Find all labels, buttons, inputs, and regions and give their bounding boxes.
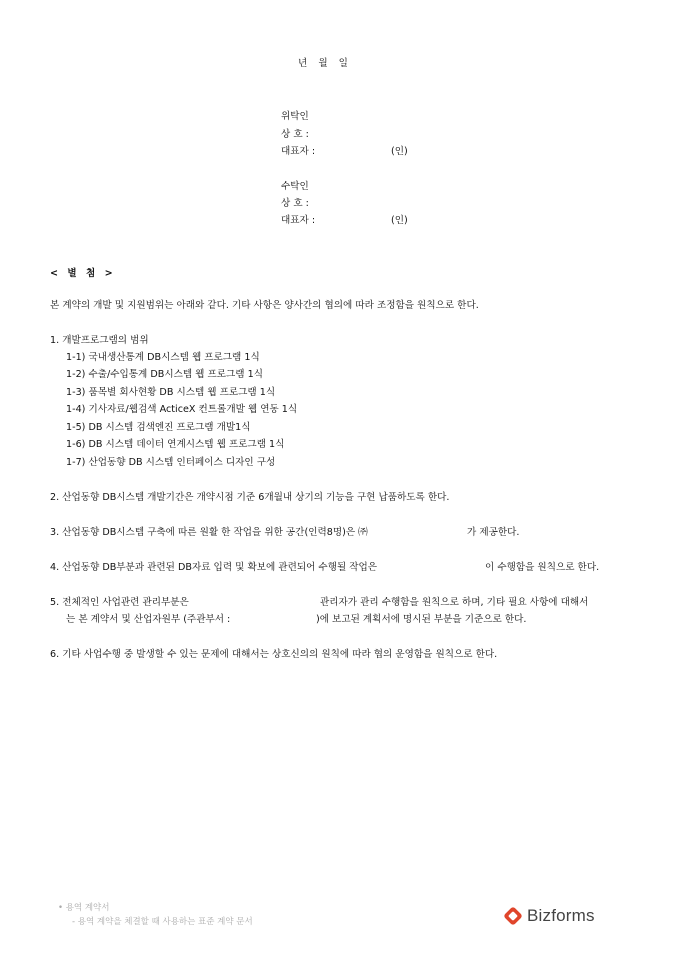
bizforms-brand-text: Bizforms bbox=[527, 906, 595, 925]
contractor-heading: 수탁인 bbox=[281, 181, 309, 192]
section-6: 6. 기타 사업수행 중 발생할 수 있는 문제에 대해서는 상호신의의 원칙에 따라 협의 운영함을 원칙으로 한다. bbox=[50, 649, 498, 660]
consignor-rep-label: 대표자 : bbox=[281, 146, 316, 157]
consignor-heading: 위탁인 bbox=[281, 111, 309, 122]
section-1-item: 1-5) DB 시스템 검색엔진 프로그램 개발1식 bbox=[66, 422, 251, 433]
bizforms-logo bbox=[503, 906, 595, 926]
contractor-rep-label: 대표자 : bbox=[281, 215, 316, 226]
section-1-item: 1-4) 기사자료/웹검색 ActiceX 컨트롤개발 웹 연동 1식 bbox=[66, 404, 298, 415]
consignor-company-label: 상 호 : bbox=[281, 129, 309, 140]
footer-description: - 용역 계약을 체결할 때 사용하는 표준 계약 문서 bbox=[72, 917, 253, 927]
intro-paragraph: 본 계약의 개발 및 지원범위는 아래와 같다. 기타 사항은 양사간의 협의에 따라 조정함을 원칙으로 한다. bbox=[50, 300, 479, 311]
contractor-seal: (인) bbox=[391, 215, 408, 226]
section-5-line2-part1: 는 본 계약서 및 산업자원부 (주관부서 : bbox=[66, 614, 231, 625]
section-1-item: 1-2) 수출/수입통계 DB시스템 웹 프로그램 1식 bbox=[66, 369, 263, 380]
section-5-line1-part2: 관리자가 관리 수행함을 원칙으로 하며, 기타 필요 사항에 대해서 bbox=[320, 597, 589, 608]
section-1-item: 1-6) DB 시스템 데이터 연계시스템 웹 프로그램 1식 bbox=[66, 439, 285, 450]
contract-date-line: 년 월 일 bbox=[298, 58, 348, 69]
section-1-item: 1-1) 국내생산통계 DB시스템 웹 프로그램 1식 bbox=[66, 352, 260, 363]
section-2: 2. 산업동향 DB시스템 개발기간은 개약시점 기준 6개월내 상기의 기능을 구현 납품하도록 한다. bbox=[50, 492, 450, 503]
section-5-line2-part2: )에 보고된 계획서에 명시된 부분을 기준으로 한다. bbox=[316, 614, 527, 625]
section-5-line1-part1: 5. 전체적인 사업관련 관리부분은 bbox=[50, 597, 189, 608]
section-4-part1: 4. 산업동향 DB부분과 관련된 DB자료 입력 및 확보에 관련되어 수행될 작업은 bbox=[50, 562, 378, 573]
contractor-company-label: 상 호 : bbox=[281, 198, 309, 209]
section-1-title: 1. 개발프로그램의 범위 bbox=[50, 335, 149, 346]
section-3-part1: 3. 산업동향 DB시스템 구축에 따른 원활 한 작업을 위한 공간(인력8명)은 ㈜ bbox=[50, 527, 368, 538]
section-1-item: 1-7) 산업동향 DB 시스템 인터페이스 디자인 구성 bbox=[66, 457, 276, 468]
bizforms-mark-icon bbox=[503, 906, 523, 926]
section-3-part2: 가 제공한다. bbox=[467, 527, 520, 538]
section-1-item: 1-3) 품목별 회사현황 DB 시스템 웹 프로그램 1식 bbox=[66, 387, 276, 398]
section-4-part2: 이 수행함을 원칙으로 한다. bbox=[485, 562, 600, 573]
attachment-title: < 별 첨 > bbox=[50, 268, 113, 279]
footer-bullet: • 용역 계약서 bbox=[58, 903, 110, 913]
consignor-seal: (인) bbox=[391, 146, 408, 157]
